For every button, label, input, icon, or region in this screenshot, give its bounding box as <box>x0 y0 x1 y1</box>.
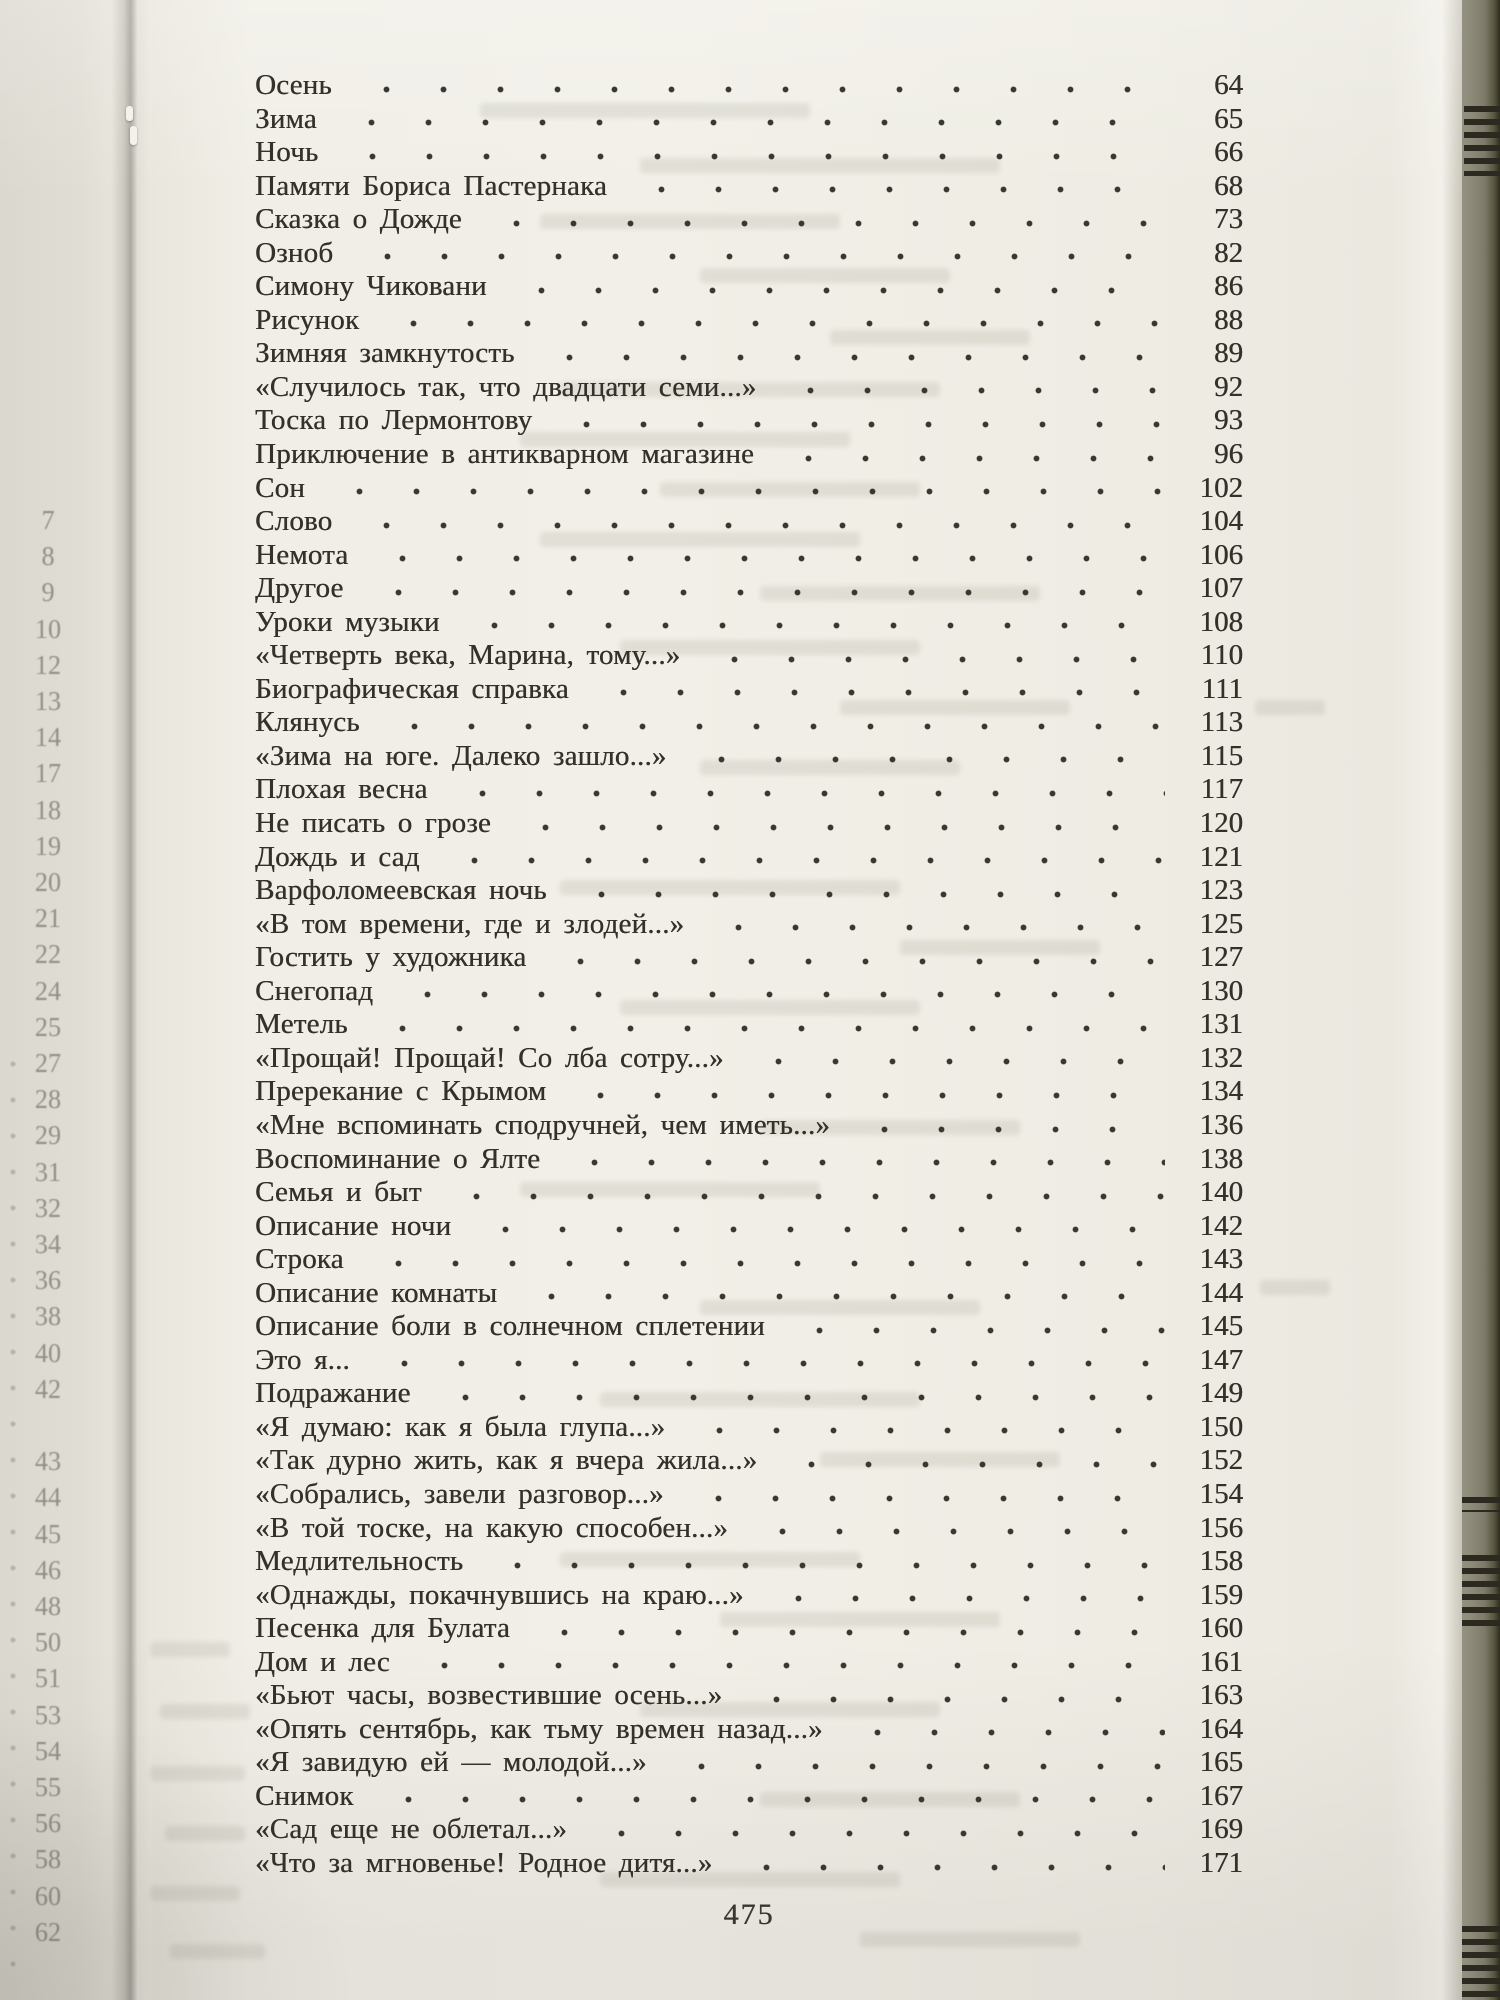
dot-leader <box>848 1109 1165 1143</box>
toc-entry <box>255 1042 1243 1076</box>
toc-entry-title: Осень <box>255 69 332 101</box>
dot-leader <box>509 807 1165 841</box>
dot-leader <box>683 1411 1165 1445</box>
toc-entry-page: 108 <box>1199 605 1243 638</box>
toc-entry-title: Метель <box>255 1008 348 1041</box>
toc-entry-page: 65 <box>1214 102 1243 135</box>
toc-entry-title: Снимок <box>255 1779 354 1812</box>
dot-leader <box>480 203 1165 237</box>
toc-entry-page: 117 <box>1200 773 1243 806</box>
toc-entry-title: Сказка о Дожде <box>255 203 462 236</box>
toc-entry-page: 147 <box>1199 1343 1243 1376</box>
bleedthrough-smudge <box>150 1642 230 1657</box>
ghost-number: 60 <box>34 1880 62 1911</box>
toc-entry-title: «Однажды, покачнувшись на краю...» <box>255 1578 744 1611</box>
toc-entry-page: 89 <box>1214 337 1243 370</box>
toc-entry-title: Песенка для Булата <box>255 1612 510 1645</box>
ghost-number: 13 <box>34 686 62 716</box>
dot-leader <box>564 1075 1165 1109</box>
toc-entry <box>255 539 1243 573</box>
toc-entry-page: 158 <box>1199 1545 1243 1578</box>
toc-entry-title: Описание ночи <box>255 1209 452 1242</box>
toc-entry-page: 150 <box>1199 1410 1243 1443</box>
dot-leader <box>372 1780 1165 1814</box>
dot-leader <box>742 1042 1165 1076</box>
toc-entry <box>255 572 1243 606</box>
dot-leader <box>366 539 1165 573</box>
toc-entry <box>255 1478 1243 1512</box>
toc-entry <box>255 1143 1243 1177</box>
toc-entry-page: 131 <box>1199 1008 1243 1041</box>
ghost-number: 31 <box>34 1156 62 1187</box>
dot-leader <box>350 69 1165 103</box>
dot-leader <box>565 874 1165 908</box>
dot-leader <box>585 1813 1165 1847</box>
dot-leader <box>515 1277 1165 1311</box>
toc-entry <box>255 908 1243 942</box>
dot-leader <box>772 438 1165 472</box>
toc-entry-page: 130 <box>1199 974 1243 1007</box>
dot-leader <box>774 371 1165 405</box>
dot-leader <box>533 337 1165 371</box>
toc-entry-page: 144 <box>1199 1276 1243 1309</box>
dot-leader <box>685 740 1165 774</box>
toc-entry-page: 171 <box>1199 1846 1243 1879</box>
toc-entry-title: Подражание <box>255 1377 411 1410</box>
toc-entry <box>255 404 1243 438</box>
dot-leader <box>665 1746 1165 1780</box>
toc-entry-page: 120 <box>1199 807 1243 840</box>
dot-leader <box>783 1310 1165 1344</box>
toc-entry <box>255 237 1243 271</box>
toc-entry-title: Другое <box>255 572 344 605</box>
toc-entry-title: Варфоломеевская ночь <box>255 874 547 907</box>
toc-entry <box>255 170 1243 204</box>
toc-entry <box>255 740 1243 774</box>
dot-leader <box>505 270 1165 304</box>
toc-entry <box>255 1344 1243 1378</box>
toc-entry <box>255 1210 1243 1244</box>
toc-entry <box>255 1411 1243 1445</box>
toc-entry-title: «Сад еще не облетал...» <box>255 1813 568 1846</box>
toc-entry <box>255 975 1243 1009</box>
toc-entry-page: 132 <box>1199 1041 1243 1074</box>
ghost-number: 18 <box>34 794 62 825</box>
ghost-number: 46 <box>34 1554 62 1585</box>
dot-leader <box>438 841 1165 875</box>
toc-entry-title: Медлительность <box>255 1545 464 1578</box>
toc-entry-title: «Зима на юге. Далеко зашло...» <box>255 739 667 772</box>
toc-entry-title: Это я... <box>255 1343 350 1376</box>
ghost-number: 20 <box>34 867 62 897</box>
toc-entry <box>255 673 1243 707</box>
toc-entry-page: 164 <box>1199 1712 1243 1745</box>
toc-entry-title: «Собрались, завели разговор...» <box>255 1477 664 1510</box>
dot-leader <box>429 1377 1165 1411</box>
toc-entry-title: Слово <box>255 505 333 538</box>
toc-entry-page: 92 <box>1214 370 1243 403</box>
toc-entry-page: 152 <box>1199 1444 1243 1477</box>
toc-entry <box>255 1746 1243 1780</box>
toc-entry-page: 149 <box>1199 1377 1243 1410</box>
toc-entry <box>255 1847 1243 1881</box>
toc-entry <box>255 1713 1243 1747</box>
toc-entry-title: Не писать о грозе <box>255 807 491 840</box>
ghost-number: 42 <box>34 1373 62 1404</box>
gutter-crease <box>110 0 154 2000</box>
dot-leader <box>762 1579 1165 1613</box>
ghost-number: 55 <box>34 1772 62 1802</box>
ghost-number: 36 <box>34 1265 62 1296</box>
toc-entry-page: 107 <box>1199 572 1243 605</box>
toc-entry <box>255 1579 1243 1613</box>
dot-leader <box>368 1344 1165 1378</box>
dot-leader <box>702 908 1165 942</box>
toc-entry <box>255 874 1243 908</box>
toc-entry <box>255 941 1243 975</box>
toc-entry-page: 145 <box>1199 1310 1243 1343</box>
dot-leader <box>730 1847 1165 1881</box>
toc-entry-page: 142 <box>1199 1209 1243 1242</box>
dot-leader <box>544 941 1165 975</box>
dot-leader <box>335 103 1165 137</box>
ghost-number: 51 <box>34 1663 62 1694</box>
dot-leader <box>469 1210 1165 1244</box>
dot-leader <box>323 472 1165 506</box>
ghost-number: 62 <box>34 1916 62 1947</box>
dot-leader <box>740 1679 1165 1713</box>
toc-entry-page: 110 <box>1200 639 1243 672</box>
toc-entry-page: 125 <box>1199 907 1243 940</box>
toc-entry-title: Зимняя замкнутость <box>255 337 515 370</box>
ghost-number: 54 <box>34 1735 62 1766</box>
toc-entry-page: 127 <box>1199 941 1243 974</box>
toc-entry <box>255 103 1243 137</box>
toc-entry-title: Клянусь <box>255 706 360 739</box>
dot-leader <box>408 1646 1165 1680</box>
toc-entry-page: 169 <box>1199 1813 1243 1846</box>
toc-entry-title: Сон <box>255 471 305 504</box>
toc-entry <box>255 1277 1243 1311</box>
toc-entry-title: Приключение в антикварном магазине <box>255 438 755 471</box>
toc-entry <box>255 1545 1243 1579</box>
toc-entry <box>255 807 1243 841</box>
dot-leader <box>587 673 1165 707</box>
ghost-number: 22 <box>34 939 62 970</box>
toc-entry-page: 143 <box>1199 1243 1243 1276</box>
toc-entry-page: 160 <box>1199 1612 1243 1645</box>
toc-entry-title: Тоска по Лермонтову <box>255 404 533 437</box>
dot-leader <box>377 304 1165 338</box>
toc-entry <box>255 304 1243 338</box>
toc-entry <box>255 606 1243 640</box>
toc-entry-title: Памяти Бориса Пастернака <box>255 169 607 202</box>
toc-entry-page: 113 <box>1200 706 1243 739</box>
dot-leader <box>698 639 1165 673</box>
ghost-number: 28 <box>34 1084 62 1115</box>
toc-entry-page: 161 <box>1199 1645 1243 1678</box>
toc-entry-title: Рисунок <box>255 303 360 336</box>
toc-list <box>255 69 1243 1881</box>
toc-entry-page: 73 <box>1214 203 1243 236</box>
toc-entry-title: «Что за мгновенье! Родное дитя...» <box>255 1846 713 1879</box>
toc-entry-title: Снегопад <box>255 974 374 1007</box>
toc-entry-title: Плохая весна <box>255 773 428 806</box>
toc-entry-page: 154 <box>1199 1477 1243 1510</box>
toc-entry-title: «В том времени, где и злодей...» <box>255 907 685 940</box>
ghost-dots-column <box>4 1046 22 1996</box>
dot-leader <box>682 1478 1165 1512</box>
dot-leader <box>336 136 1165 170</box>
toc-entry-page: 140 <box>1199 1176 1243 1209</box>
dot-leader <box>350 505 1165 539</box>
toc-entry <box>255 1310 1243 1344</box>
toc-entry-title: Зима <box>255 102 317 135</box>
dot-leader <box>362 572 1166 606</box>
toc-entry-page: 138 <box>1199 1142 1243 1175</box>
ghost-number: 17 <box>34 758 62 789</box>
dot-leader <box>528 1612 1165 1646</box>
toc-entry <box>255 639 1243 673</box>
toc-entry-title: «Я завидую ей — молодой...» <box>255 1746 647 1779</box>
toc-entry-title: «В той тоске, на какую способен...» <box>255 1511 729 1544</box>
toc-entry-title: Описание боли в солнечном сплетении <box>255 1310 765 1343</box>
toc-entry <box>255 706 1243 740</box>
toc-entry-title: «Случилось так, что двадцати семи...» <box>255 370 757 403</box>
toc-entry-title: Биографическая справка <box>255 672 569 705</box>
toc-entry <box>255 472 1243 506</box>
toc-entry <box>255 1377 1243 1411</box>
toc-entry-page: 82 <box>1214 236 1243 269</box>
toc-entry-title: «Я думаю: как я была глупа...» <box>255 1410 666 1443</box>
bleedthrough-smudge <box>170 1944 265 1959</box>
toc-entry-title: «Четверть века, Марина, тому...» <box>255 639 681 672</box>
toc-entry <box>255 136 1243 170</box>
ghost-number: 7 <box>41 505 55 535</box>
dot-leader <box>481 1545 1165 1579</box>
toc-entry-page: 104 <box>1199 505 1243 538</box>
toc-entry-title: Симону Чиковани <box>255 270 487 303</box>
dot-leader <box>458 606 1165 640</box>
ghost-number: 27 <box>34 1048 62 1078</box>
toc-entry-title: Ночь <box>255 136 319 169</box>
toc-entry <box>255 505 1243 539</box>
toc-entry-title: «Мне вспоминать сподручней, чем иметь...» <box>255 1108 831 1141</box>
toc-entry <box>255 1176 1243 1210</box>
ghost-number: 44 <box>34 1482 62 1513</box>
toc-entry-page: 88 <box>1214 303 1243 336</box>
toc-entry-page: 123 <box>1199 874 1243 907</box>
dot-leader <box>625 170 1165 204</box>
toc-entry-title: «Бьют часы, возвестившие осень...» <box>255 1679 723 1712</box>
ghost-number: 8 <box>41 541 55 572</box>
toc-entry <box>255 69 1243 103</box>
ghost-number: 34 <box>34 1229 62 1259</box>
toc-entry-title: Воспоминание о Ялте <box>255 1142 541 1175</box>
ghost-number: 25 <box>34 1011 62 1042</box>
toc-entry-page: 165 <box>1199 1746 1243 1779</box>
ghost-number: 50 <box>34 1627 62 1658</box>
ghost-number: 12 <box>34 649 62 680</box>
toc-entry <box>255 1813 1243 1847</box>
toc-entry <box>255 1646 1243 1680</box>
toc-entry-page: 136 <box>1199 1108 1243 1141</box>
bleedthrough-smudge <box>1255 700 1325 715</box>
dot-leader <box>775 1444 1165 1478</box>
toc-entry <box>255 371 1243 405</box>
toc-entry-page: 115 <box>1200 739 1243 772</box>
ghost-number: 9 <box>41 577 55 608</box>
toc-entry-title: Описание комнаты <box>255 1276 498 1309</box>
toc-entry-page: 93 <box>1214 404 1243 437</box>
ghost-number: 21 <box>34 903 62 934</box>
toc-entry <box>255 337 1243 371</box>
toc-entry <box>255 1075 1243 1109</box>
toc-entry <box>255 1612 1243 1646</box>
toc-entry-page: 156 <box>1199 1511 1243 1544</box>
ghost-number: 19 <box>34 830 62 861</box>
edge-stripe-group <box>1464 106 1500 176</box>
dot-leader <box>378 706 1165 740</box>
toc-entry-page: 66 <box>1214 136 1243 169</box>
toc-entry-title: Гостить у художника <box>255 941 527 974</box>
toc-entry <box>255 1109 1243 1143</box>
toc-entry-page: 159 <box>1199 1578 1243 1611</box>
toc-entry-title: «Так дурно жить, как я вчера жила...» <box>255 1444 758 1477</box>
toc-entry <box>255 1008 1243 1042</box>
toc-entry-title: «Прощай! Прощай! Со лба сотру...» <box>255 1041 724 1074</box>
toc-entry-page: 86 <box>1214 270 1243 303</box>
dot-leader <box>351 237 1165 271</box>
dot-leader <box>746 1512 1165 1546</box>
dot-leader <box>841 1713 1165 1747</box>
ghost-number: 53 <box>34 1699 62 1730</box>
toc-entry-title: Немота <box>255 538 349 571</box>
toc-entry-title: Уроки музыки <box>255 605 440 638</box>
toc-entry-page: 96 <box>1214 438 1243 471</box>
ghost-number: 14 <box>34 722 62 753</box>
ghost-number: 38 <box>34 1301 62 1332</box>
toc-entry-title: Пререкание с Крымом <box>255 1075 547 1108</box>
dot-leader <box>362 1243 1165 1277</box>
toc-entry <box>255 1512 1243 1546</box>
toc-entry-title: Строка <box>255 1243 344 1276</box>
bleedthrough-smudge <box>1260 1280 1330 1295</box>
toc-entry <box>255 773 1243 807</box>
toc-entry <box>255 1679 1243 1713</box>
dot-leader <box>550 404 1165 438</box>
ghost-number: 29 <box>34 1120 62 1151</box>
toc-entry-page: 121 <box>1199 840 1243 873</box>
toc-entry-title: «Опять сентябрь, как тьму времен назад...» <box>255 1712 823 1745</box>
toc-entry-title: Семья и быт <box>255 1176 422 1209</box>
ghost-number: 32 <box>34 1192 62 1223</box>
toc-entry <box>255 841 1243 875</box>
bleedthrough-smudge <box>860 1932 1080 1947</box>
binding-stitch <box>126 106 133 121</box>
dot-leader <box>366 1008 1165 1042</box>
toc-entry <box>255 203 1243 237</box>
ghost-number: 10 <box>34 613 62 644</box>
toc-entry-page: 68 <box>1214 169 1243 202</box>
ghost-number: 40 <box>34 1337 62 1368</box>
toc-entry-page: 64 <box>1214 69 1243 101</box>
toc-entry <box>255 438 1243 472</box>
toc-entry <box>255 1780 1243 1814</box>
bleedthrough-smudge <box>160 1704 250 1719</box>
dot-leader <box>446 773 1165 807</box>
bleedthrough-smudge <box>150 1766 245 1781</box>
toc-entry-page: 134 <box>1199 1075 1243 1108</box>
ghost-number: 58 <box>34 1844 62 1875</box>
toc-entry-page: 167 <box>1199 1779 1243 1812</box>
toc-entry-page: 111 <box>1201 672 1243 705</box>
bleedthrough-smudge <box>165 1826 245 1841</box>
ghost-number: 56 <box>34 1808 62 1839</box>
toc-entry-page: 102 <box>1199 471 1243 504</box>
toc-entry-page: 163 <box>1199 1679 1243 1712</box>
toc-entry <box>255 1243 1243 1277</box>
binding-stitch <box>130 126 137 145</box>
dot-leader <box>440 1176 1165 1210</box>
toc-entry-title: Дождь и сад <box>255 840 420 873</box>
bleedthrough-smudge <box>150 1886 240 1901</box>
ghost-number: 48 <box>34 1591 62 1621</box>
footer-page-number: 475 <box>723 1898 775 1931</box>
toc-entry <box>255 1444 1243 1478</box>
toc-entry <box>255 270 1243 304</box>
dot-leader <box>558 1143 1165 1177</box>
ghost-number: 45 <box>34 1518 62 1549</box>
toc-entry-title: Дом и лес <box>255 1645 390 1678</box>
dot-leader <box>391 975 1165 1009</box>
ghost-number: 43 <box>34 1446 62 1477</box>
ghost-number: 24 <box>34 975 62 1006</box>
toc-entry-title: Озноб <box>255 236 334 269</box>
toc-entry-page: 106 <box>1199 538 1243 571</box>
